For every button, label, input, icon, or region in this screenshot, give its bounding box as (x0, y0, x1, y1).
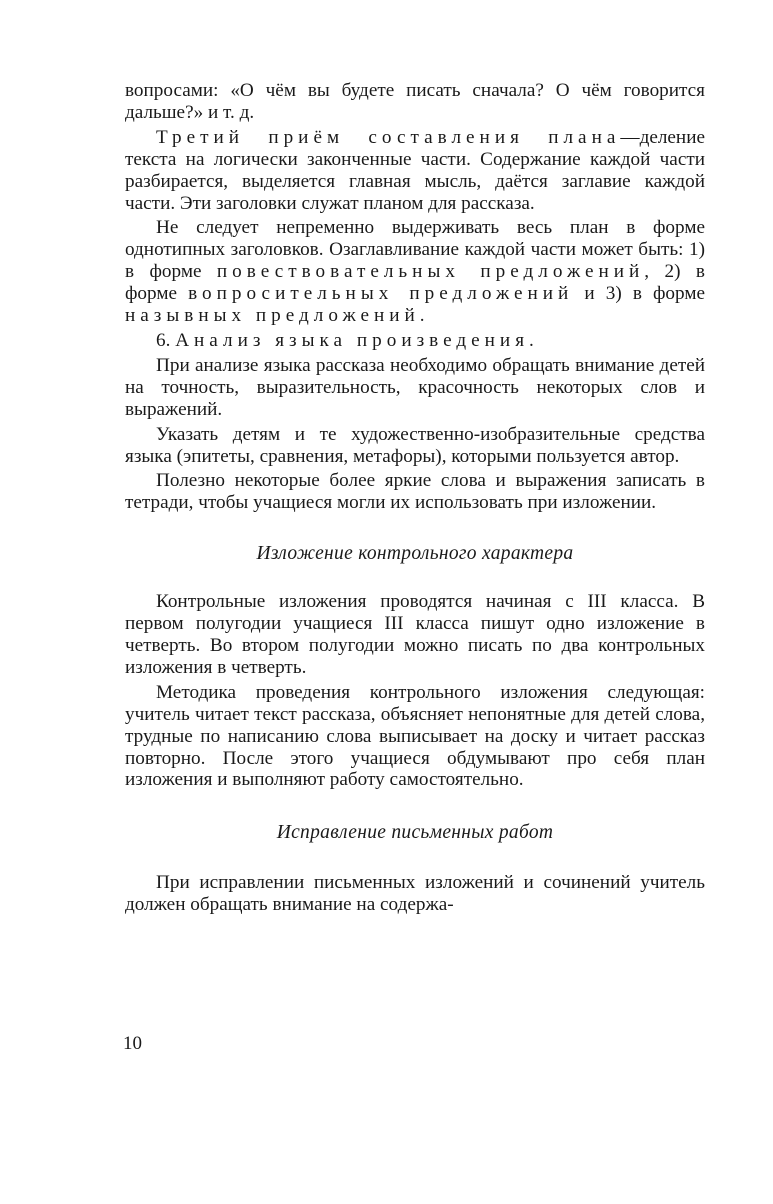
section-heading-correction: Исправление письменных работ (276, 822, 554, 844)
page-number: 10 (123, 1033, 142, 1054)
paragraph-method: Методика проведения контрольного изложения следующая: учитель читает текст рассказа, объясняет непонятные для детей слова, трудные по написанию слова выписывает на доску и читает рассказ повторно. После этого учащиеся обдумывают про себя план изложения и выполняют работу самостоятельно. (125, 681, 705, 791)
paragraph-text: —деление текста на логически законченные части. Содержание каждой части разбирается, выделяется главная мысль, даётся заглавие каждой части. Эти заголовки служат планом для рассказа. (125, 126, 705, 214)
paragraph-headings-forms (125, 217, 705, 327)
section-number: 6. (156, 329, 176, 351)
page-body (125, 80, 705, 916)
spaced-term: назывных предложений (125, 305, 420, 327)
paragraph-text: . (419, 305, 425, 327)
paragraph-control-classes: Контрольные изложения проводятся начиная с III класса. В первом полугодии учащиеся III класса пишут одно изложение в четверть. Во втором полугодии можно писать по два контрольных изложения в четверть. (125, 591, 705, 678)
spaced-term: Анализ языка произведения (175, 329, 530, 351)
paragraph-text: и 3) в форме (573, 283, 705, 305)
paragraph-text: . (529, 329, 534, 351)
paragraph-language-analysis: При анализе языка рассказа необходимо обращать внимание детей на точность, выразительность, красочность некоторых слов и выражений. (125, 354, 705, 420)
paragraph-text: Не следует непременно выдерживать весь план в форме однотипных заголовков. Озаглавливание каждой части может быть: 1) в форме (125, 217, 705, 283)
paragraph-plan-method (125, 127, 705, 215)
spaced-term: Третий приём составления плана (156, 126, 621, 148)
section-heading-control: Изложение контрольного характера (256, 543, 574, 565)
paragraph-notebook: Полезно некоторые более яркие слова и выражения записать в тетради, чтобы учащиеся могли их использовать при изложении. (125, 470, 705, 514)
spaced-term: вопросительных предложений (188, 283, 574, 305)
spaced-term: повествовательных предложений (216, 261, 645, 283)
paragraph-section-6 (125, 330, 705, 352)
paragraph-text: , 2) в форме (125, 261, 705, 305)
paragraph-correction: При исправлении письменных изложений и сочинений учитель должен обращать внимание на содержа- (125, 872, 705, 916)
paragraph-continuation: вопросами: «О чём вы будете писать сначала? О чём говорится дальше?» и т. д. (125, 80, 705, 123)
paragraph-devices: Указать детям и те художественно-изобразительные средства языка (эпитеты, сравнения, метафоры), которыми пользуется автор. (125, 423, 705, 467)
